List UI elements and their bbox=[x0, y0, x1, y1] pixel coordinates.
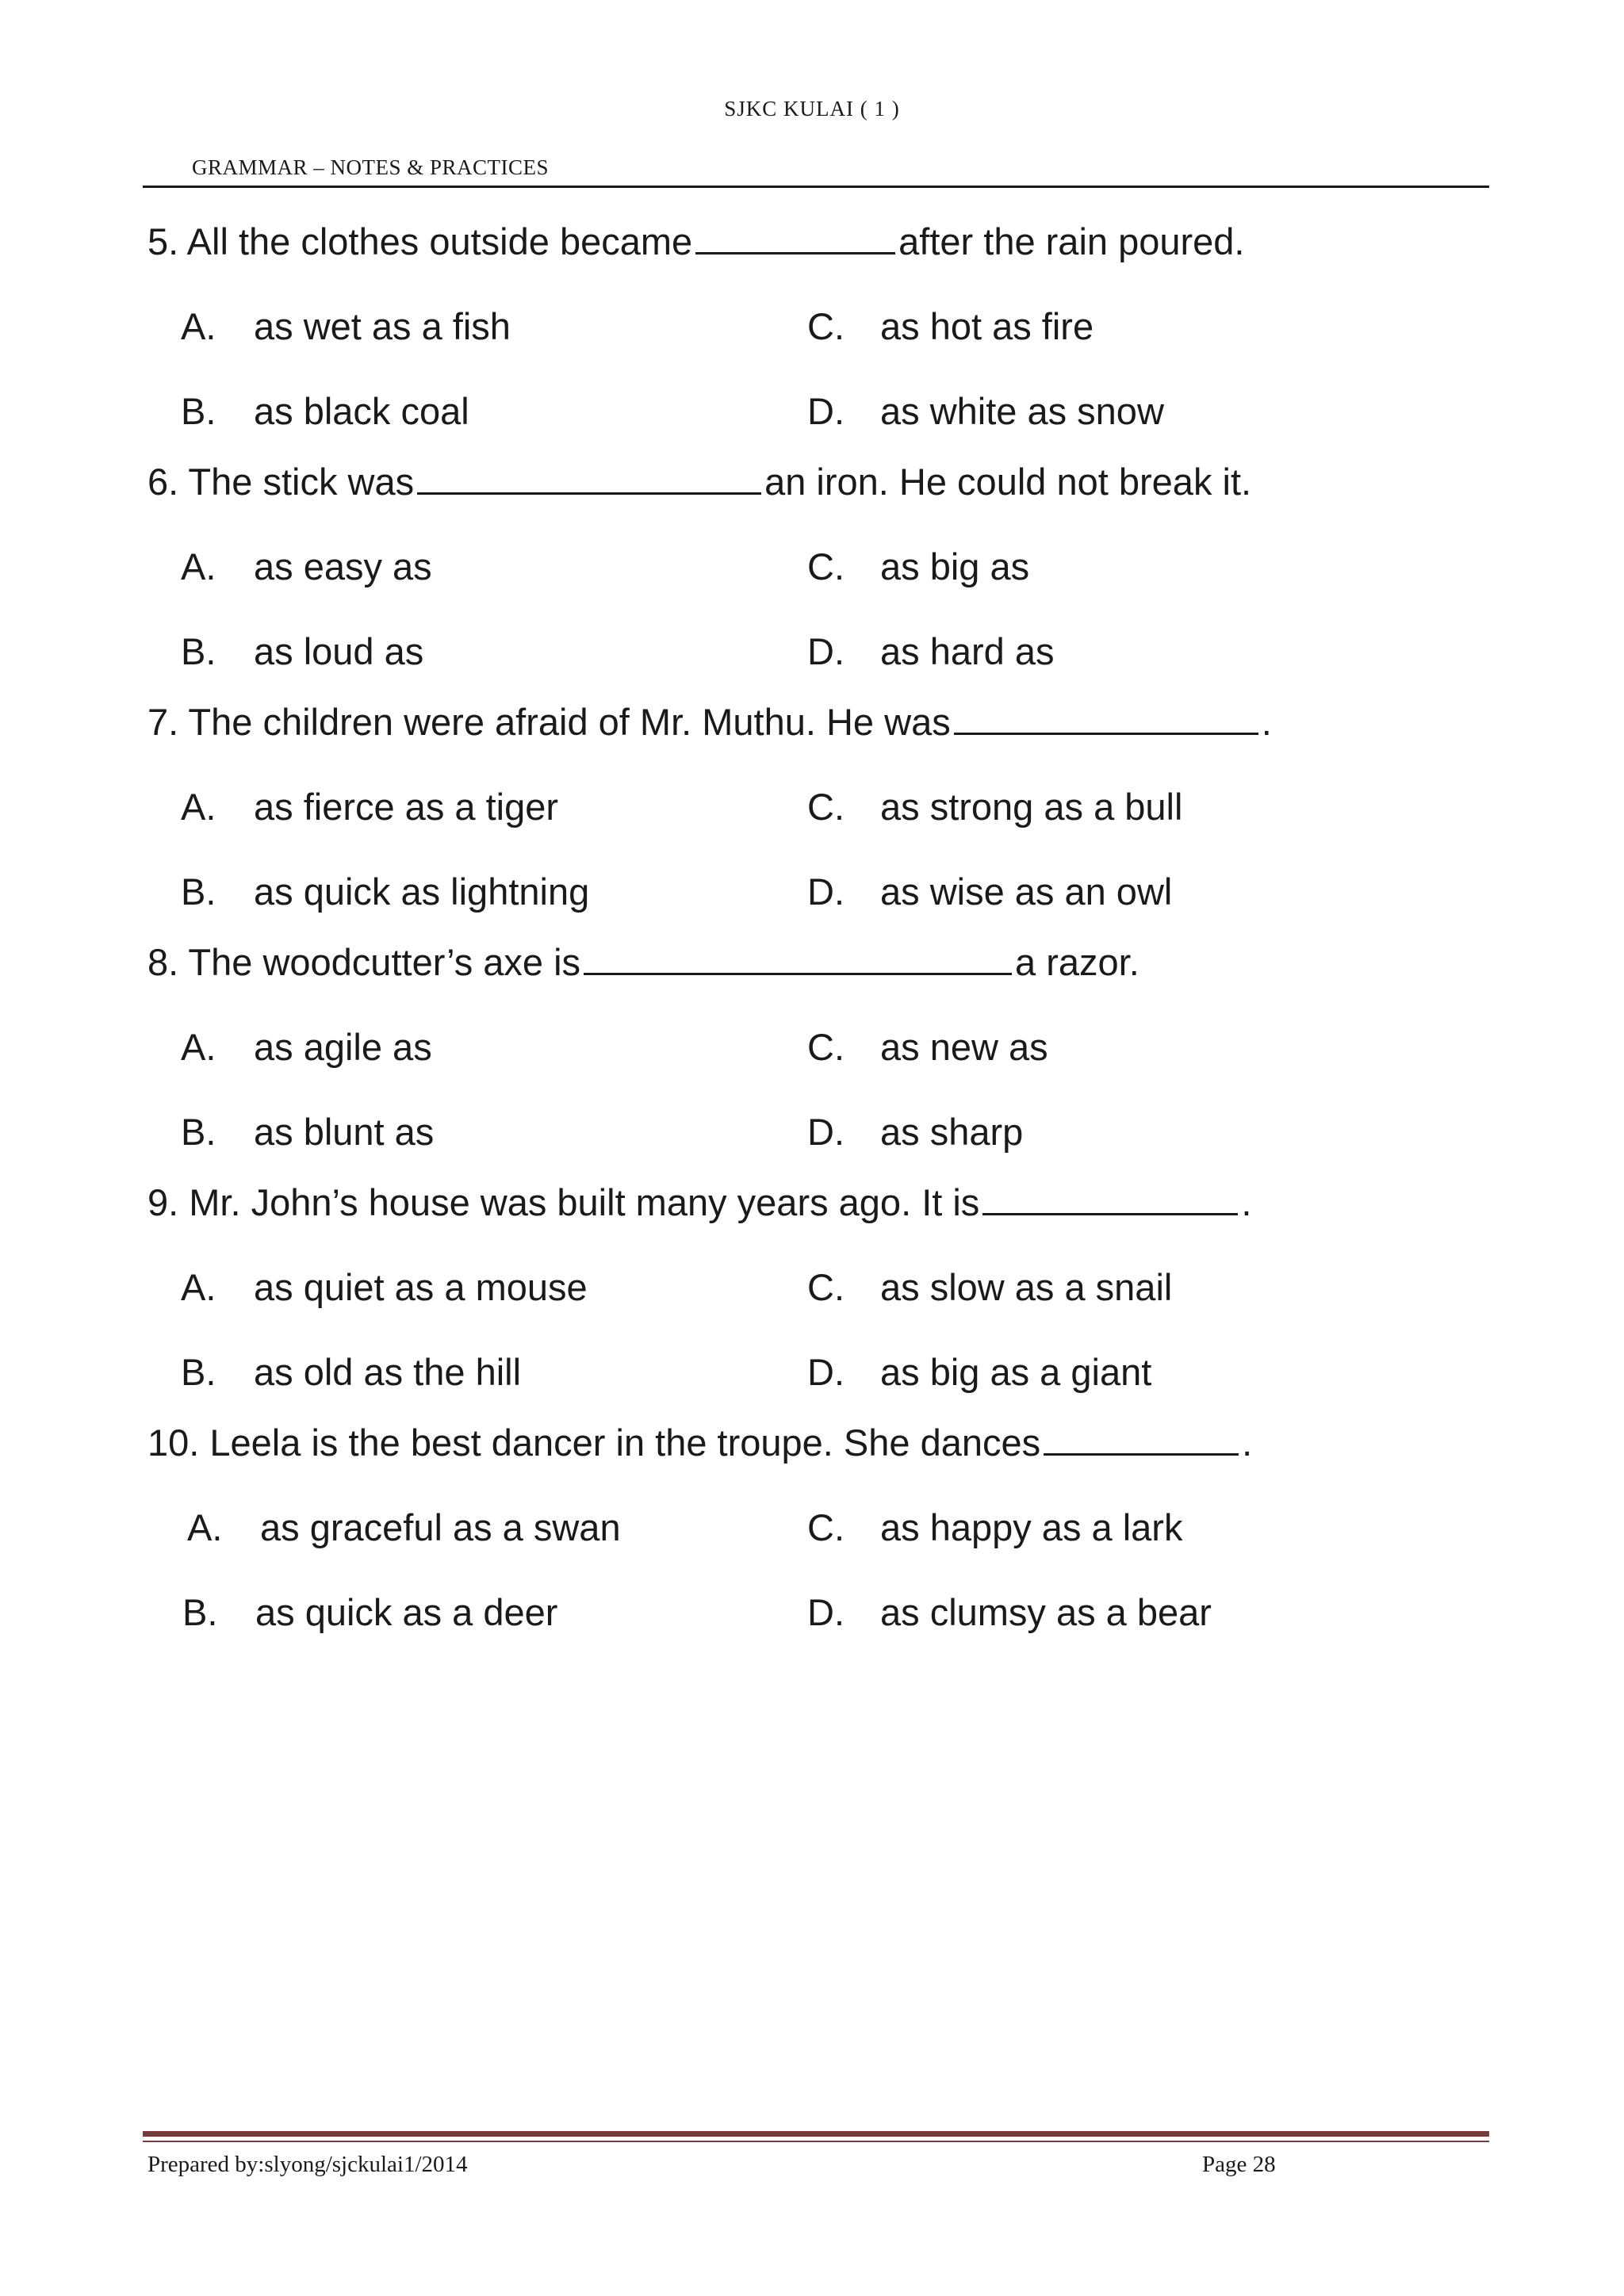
option-letter: A. bbox=[187, 1506, 223, 1548]
answer-blank bbox=[1044, 1418, 1239, 1456]
option-letter: C. bbox=[807, 786, 845, 828]
option-row bbox=[147, 1585, 1480, 1640]
option-letter: B. bbox=[181, 390, 216, 432]
option-text: as clumsy as a bear bbox=[880, 1591, 1212, 1633]
option-row bbox=[147, 1260, 1480, 1315]
option-text: as loud as bbox=[254, 630, 424, 672]
option-text: as black coal bbox=[254, 390, 469, 432]
option-text: as easy as bbox=[254, 545, 432, 587]
option-text: as big as a giant bbox=[880, 1351, 1152, 1393]
worksheet-content bbox=[147, 214, 1480, 1640]
option-a bbox=[147, 1260, 807, 1315]
option-letter: B. bbox=[181, 630, 216, 672]
option-b bbox=[147, 384, 807, 439]
option-b bbox=[147, 864, 807, 920]
option-letter: C. bbox=[807, 1506, 845, 1548]
option-a bbox=[147, 299, 807, 354]
option-letter: D. bbox=[807, 1591, 845, 1633]
option-c bbox=[807, 1500, 1182, 1556]
option-text: as fierce as a tiger bbox=[254, 786, 559, 828]
option-row bbox=[147, 384, 1480, 439]
option-text: as strong as a bull bbox=[880, 786, 1183, 828]
option-row bbox=[147, 539, 1480, 595]
subject-header: GRAMMAR – NOTES & PRACTICES bbox=[192, 155, 550, 179]
option-text: as quick as a deer bbox=[255, 1591, 558, 1633]
page-number: Page 28 bbox=[1202, 2152, 1276, 2177]
option-text: as slow as a snail bbox=[880, 1266, 1173, 1308]
option-row bbox=[147, 1104, 1480, 1160]
answer-blank bbox=[954, 698, 1258, 735]
option-row bbox=[147, 299, 1480, 354]
answer-blank bbox=[695, 217, 895, 254]
option-letter: A. bbox=[181, 1026, 216, 1068]
option-row bbox=[147, 779, 1480, 835]
question-9 bbox=[147, 1175, 1480, 1400]
option-text: as big as bbox=[880, 545, 1030, 587]
option-b bbox=[147, 1345, 807, 1400]
option-a bbox=[147, 1500, 807, 1556]
option-c bbox=[807, 779, 1182, 835]
option-b bbox=[147, 624, 807, 679]
question-tail: an iron. He could not break it. bbox=[764, 461, 1252, 503]
option-text: as white as snow bbox=[880, 390, 1164, 432]
option-d bbox=[807, 1345, 1151, 1400]
question-stem: 5. All the clothes outside became bbox=[147, 220, 693, 262]
question-stem: 9. Mr. John’s house was built many years ago. It is bbox=[147, 1181, 980, 1223]
option-row bbox=[147, 864, 1480, 920]
school-header: SJKC KULAI ( 1 ) bbox=[724, 97, 900, 121]
option-letter: B. bbox=[181, 1111, 216, 1153]
question-tail: . bbox=[1242, 1422, 1253, 1464]
option-a bbox=[147, 539, 807, 595]
option-text: as new as bbox=[880, 1026, 1048, 1068]
option-letter: B. bbox=[182, 1591, 218, 1633]
option-text: as blunt as bbox=[254, 1111, 435, 1153]
option-letter: D. bbox=[807, 630, 845, 672]
option-c bbox=[807, 299, 1094, 354]
option-a bbox=[147, 1020, 807, 1075]
option-letter: C. bbox=[807, 545, 845, 587]
question-6 bbox=[147, 454, 1480, 679]
question-text bbox=[147, 695, 1480, 750]
footer-divider bbox=[143, 2131, 1489, 2137]
option-letter: C. bbox=[807, 305, 845, 347]
option-letter: D. bbox=[807, 1351, 845, 1393]
option-text: as hard as bbox=[880, 630, 1055, 672]
question-10 bbox=[147, 1415, 1480, 1640]
question-text bbox=[147, 454, 1480, 510]
option-row bbox=[147, 1500, 1480, 1556]
option-d bbox=[807, 1585, 1212, 1640]
question-stem: 8. The woodcutter’s axe is bbox=[147, 941, 581, 983]
option-text: as wet as a fish bbox=[254, 305, 511, 347]
option-d bbox=[807, 864, 1172, 920]
option-row bbox=[147, 1345, 1480, 1400]
option-letter: A. bbox=[181, 305, 216, 347]
answer-blank bbox=[982, 1178, 1238, 1215]
option-text: as wise as an owl bbox=[880, 871, 1173, 913]
option-c bbox=[807, 539, 1029, 595]
option-letter: D. bbox=[807, 390, 845, 432]
option-text: as hot as fire bbox=[880, 305, 1094, 347]
option-letter: B. bbox=[181, 871, 216, 913]
option-b bbox=[147, 1104, 807, 1160]
option-letter: D. bbox=[807, 871, 845, 913]
option-letter: A. bbox=[181, 786, 216, 828]
option-row bbox=[147, 1020, 1480, 1075]
question-stem: 6. The stick was bbox=[147, 461, 415, 503]
option-d bbox=[807, 1104, 1023, 1160]
footer-divider-thin bbox=[143, 2141, 1489, 2142]
option-letter: A. bbox=[181, 1266, 216, 1308]
option-text: as quick as lightning bbox=[254, 871, 590, 913]
question-8 bbox=[147, 935, 1480, 1160]
question-text bbox=[147, 214, 1480, 270]
option-letter: A. bbox=[181, 545, 216, 587]
question-tail: a razor. bbox=[1015, 941, 1139, 983]
option-b bbox=[147, 1585, 807, 1640]
question-7 bbox=[147, 695, 1480, 920]
option-letter: B. bbox=[181, 1351, 216, 1393]
question-stem: 7. The children were afraid of Mr. Muthu. He was bbox=[147, 701, 951, 743]
option-d bbox=[807, 624, 1054, 679]
question-tail: . bbox=[1241, 1181, 1252, 1223]
option-text: as quiet as a mouse bbox=[254, 1266, 588, 1308]
question-text bbox=[147, 1415, 1480, 1471]
option-d bbox=[807, 384, 1164, 439]
question-tail: . bbox=[1261, 701, 1272, 743]
option-letter: C. bbox=[807, 1266, 845, 1308]
option-text: as happy as a lark bbox=[880, 1506, 1183, 1548]
prepared-by: Prepared by:slyong/sjckulai1/2014 bbox=[147, 2152, 468, 2177]
option-text: as sharp bbox=[880, 1111, 1024, 1153]
question-tail: after the rain poured. bbox=[898, 220, 1245, 262]
header-divider bbox=[143, 186, 1489, 188]
option-letter: D. bbox=[807, 1111, 845, 1153]
option-row bbox=[147, 624, 1480, 679]
option-c bbox=[807, 1260, 1172, 1315]
answer-blank bbox=[584, 938, 1012, 975]
question-5 bbox=[147, 214, 1480, 439]
answer-blank bbox=[417, 457, 761, 495]
question-text bbox=[147, 1175, 1480, 1230]
option-text: as old as the hill bbox=[254, 1351, 522, 1393]
option-letter: C. bbox=[807, 1026, 845, 1068]
option-a bbox=[147, 779, 807, 835]
option-text: as graceful as a swan bbox=[260, 1506, 621, 1548]
option-text: as agile as bbox=[254, 1026, 432, 1068]
option-c bbox=[807, 1020, 1048, 1075]
question-text bbox=[147, 935, 1480, 990]
question-stem: 10. Leela is the best dancer in the troupe. She dances bbox=[147, 1422, 1041, 1464]
